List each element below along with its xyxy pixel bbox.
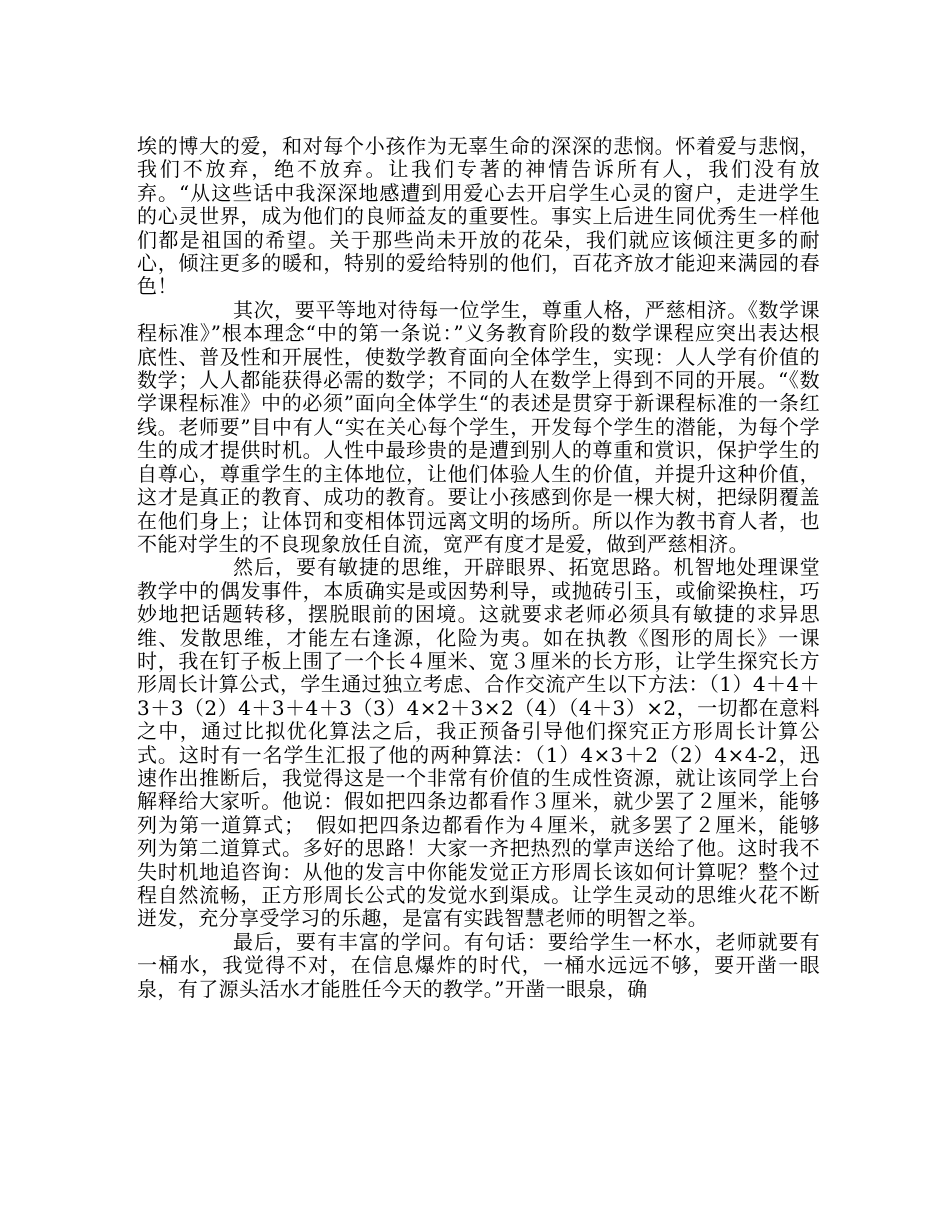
paragraph-4: 最后，要有丰富的学问。有句话：要给学生一杯水，老师就要有一桶水，我觉得不对，在信息爆炸的时代，一桶水远远不够，要开凿一眼泉，有了源头活水才能胜任今天的教学。”开凿一眼泉，确 <box>137 929 820 1001</box>
paragraph-3: 然后，要有敏捷的思维，开辟眼界、拓宽思路。机智地处理课堂教学中的偶发事件，本质确实是或因势利导，或抛砖引玉，或偷梁换柱，巧妙地把话题转移，摆脱眼前的困境。这就要求老师必须具有敏捷的求异思维、发散思维，才能左右逢源，化险为夷。如在执教《图形的周长》一课时，我在钉子板上围了一个长４厘米、宽３厘米的长方形，让学生探究长方形周长计算公式，学生通过独立考虑、合作交流产生以下方法：（1）4＋4＋3＋3（2）4＋3＋4＋3（3）4×2＋3×2（4）（4＋3）×2，一切都在意料之中，通过比拟优化算法之后，我正预备引导他们探究正方形周长计算公式。这时有一名学生汇报了他的两种算法：（1）4×3＋2（2）4×4-2，迅速作出推断后，我觉得这是一个非常有价值的生成性资源，就让该同学上台解释给大家听。他说：假如把四条边都看作３厘米，就少罢了２厘米，能够列为第一道算式； 假如把四条边都看作为４厘米，就多罢了２厘米，能够列为第二道算式。多好的思路！大家一齐把热烈的掌声送给了他。这时我不失时机地追咨询：从他的发言中你能发觉正方形周长该如何计算呢？整个过程自然流畅，正方形周长公式的发觉水到渠成。让学生灵动的思维火花不断迸发，充分享受学习的乐趣，是富有实践智慧老师的明智之举。 <box>137 555 820 931</box>
paragraph-2: 其次，要平等地对待每一位学生，尊重人格，严慈相济。《数学课程标准》”根本理念“中的第一条说：”义务教育阶段的数学课程应突出表达根底性、普及性和开展性，使数学教育面向全体学生，实现：人人学有价值的数学；人人都能获得必需的数学；不同的人在数学上得到不同的开展。“《数学课程标准》中的必须”面向全体学生“的表述是贯穿于新课程标准的一条红线。老师要”目中有人“实在关心每个学生，开发每个学生的潜能，为每个学生的成才提供时机。人性中最珍贵的是遭到别人的尊重和赏识，保护学生的自尊心，尊重学生的主体地位，让他们体验人生的价值，并提升这种价值，这才是真正的教育、成功的教育。要让小孩感到你是一棵大树，把绿阴覆盖在他们身上；让体罚和变相体罚远离文明的场所。所以作为教书育人者，也不能对学生的不良现象放任自流，宽严有度才是爱，做到严慈相济。 <box>137 297 820 556</box>
document-page <box>137 135 820 1001</box>
paragraph-1: 埃的博大的爱，和对每个小孩作为无辜生命的深深的悲悯。怀着爱与悲悯，我们不放弃，绝不放弃。让我们专著的神情告诉所有人，我们没有放弃。“从这些话中我深深地感遭到用爱心去开启学生心灵的窗户，走进学生的心灵世界，成为他们的良师益友的重要性。事实上后进生同优秀生一样他们都是祖国的希望。关于那些尚未开放的花朵，我们就应该倾注更多的耐心，倾注更多的暖和，特别的爱给特别的他们，百花齐放才能迎来满园的春色！ <box>137 134 820 299</box>
